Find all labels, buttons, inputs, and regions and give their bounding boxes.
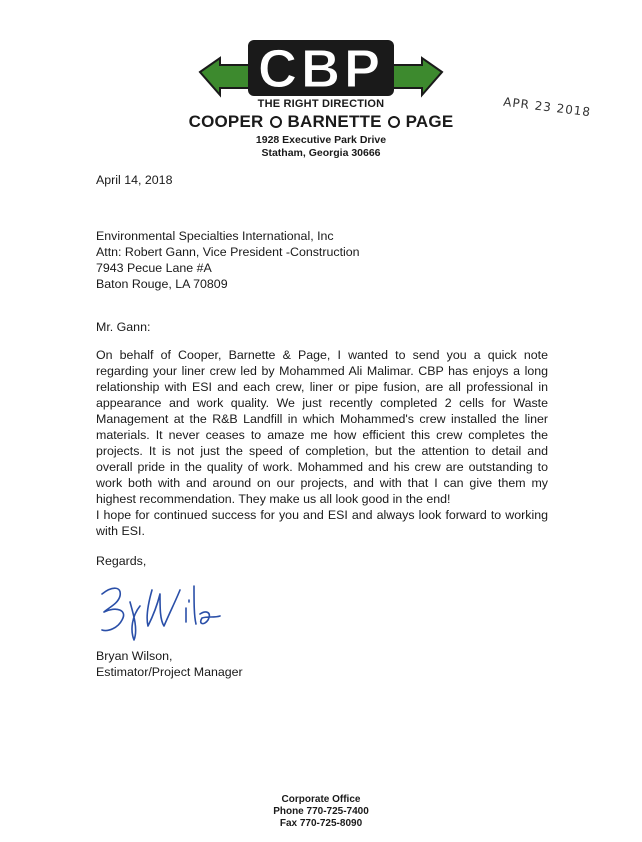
address-line-1: 1928 Executive Park Drive <box>255 134 387 146</box>
closing: Regards, <box>96 554 147 568</box>
logo-right-arrow <box>386 58 442 95</box>
received-date-stamp: APR 23 2018 <box>502 94 592 120</box>
recipient-company: Environmental Specialties International, Inc <box>96 229 334 243</box>
company-part-page: PAGE <box>405 112 454 131</box>
salutation: Mr. Gann: <box>96 320 151 334</box>
logo-text: CBP <box>257 39 385 99</box>
footer-fax: Fax 770-725-8090 <box>279 818 363 829</box>
company-part-barnette: BARNETTE <box>287 112 382 131</box>
footer-phone: Phone 770-725-7400 <box>273 806 369 817</box>
bullet-circle-icon <box>388 116 400 128</box>
footer-office: Corporate Office <box>281 794 361 805</box>
recipient-block <box>96 228 548 292</box>
company-name <box>0 112 642 132</box>
address-line-2: Statham, Georgia 30666 <box>261 147 381 159</box>
recipient-attn: Attn: Robert Gann, Vice President -Construction <box>96 245 360 259</box>
logo-left-arrow <box>200 58 256 95</box>
recipient-street: 7943 Pecue Lane #A <box>96 261 212 275</box>
handwritten-signature <box>94 572 224 644</box>
recipient-city: Baton Rouge, LA 70809 <box>96 277 228 291</box>
company-part-cooper: COOPER <box>188 112 264 131</box>
body-paragraph-1: On behalf of Cooper, Barnette & Page, I wanted to send you a quick note regarding your liner crew led by Mohammed Ali Malimar. CBP has enjoys a long relationship with ESI and each crew, liner or pipe fusion, are all professional in appearance and work quality. We just recently completed 2 cells for Waste Management at the R&B Landfill in which Mohammed's crew installed the liner materials. It never ceases to amaze me how efficient this crew completes the projects. It is not just the speed of completion, but the attention to detail and overall pride in the quality of work. Mohammed and his crew are outstanding to work both with and around on our projects, and with that I can give them my highest recommendation. They make us all look good in the end! <box>96 348 548 506</box>
tagline: THE RIGHT DIRECTION <box>257 98 385 110</box>
letter-date: April 14, 2018 <box>96 173 173 187</box>
bullet-circle-icon <box>270 116 282 128</box>
signer-name: Bryan Wilson, <box>96 649 173 663</box>
signature-block <box>96 648 548 680</box>
letterhead <box>0 0 642 170</box>
footer <box>0 794 642 830</box>
signer-title: Estimator/Project Manager <box>96 665 243 679</box>
body-paragraph-2: I hope for continued success for you and ESI and always look forward to working with ESI. <box>96 508 548 538</box>
